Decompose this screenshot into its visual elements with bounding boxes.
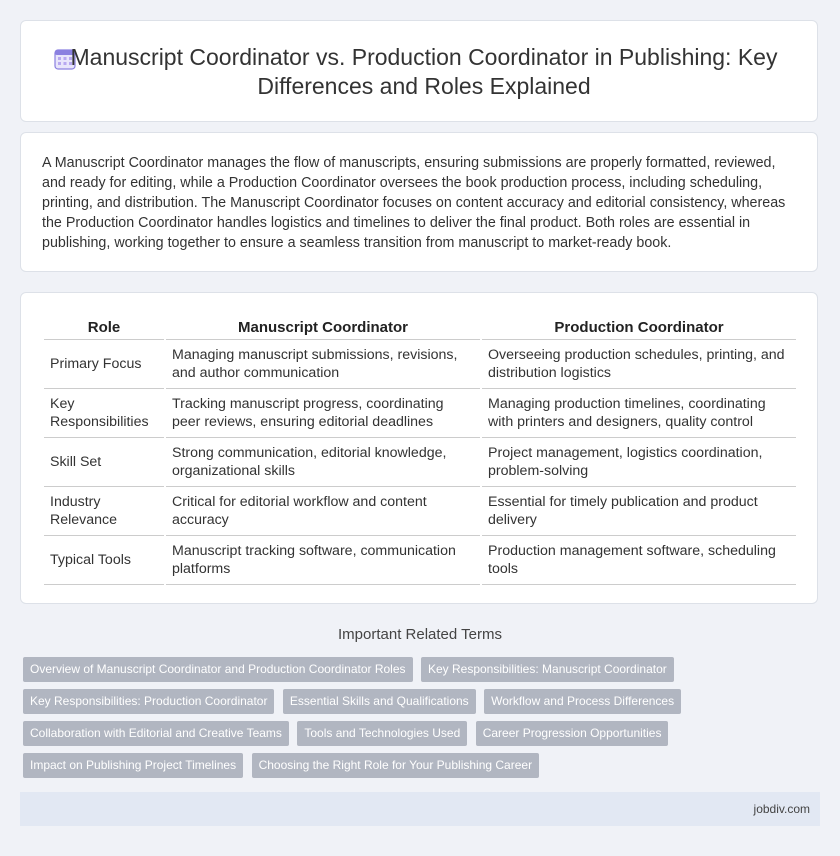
manuscript-cell: Strong communication, editorial knowledge, organizational skills bbox=[166, 438, 480, 487]
related-tag-link[interactable]: Key Responsibilities: Production Coordinator bbox=[23, 689, 274, 714]
related-tag-link[interactable]: Workflow and Process Differences bbox=[484, 689, 681, 714]
production-cell: Managing production timelines, coordinating with printers and designers, quality control bbox=[482, 389, 796, 438]
row-label: Primary Focus bbox=[44, 340, 164, 389]
production-cell: Project management, logistics coordination, problem-solving bbox=[482, 438, 796, 487]
manuscript-cell: Manuscript tracking software, communication platforms bbox=[166, 536, 480, 585]
comparison-table bbox=[42, 315, 798, 585]
related-tag-link[interactable]: Overview of Manuscript Coordinator and Production Coordinator Roles bbox=[23, 657, 413, 682]
production-cell: Production management software, scheduling tools bbox=[482, 536, 796, 585]
table-row bbox=[44, 389, 796, 438]
table-row bbox=[44, 536, 796, 585]
table-header-row bbox=[44, 315, 796, 340]
related-tag-link[interactable]: Impact on Publishing Project Timelines bbox=[23, 753, 243, 778]
related-terms-title: Important Related Terms bbox=[338, 626, 502, 643]
intro-paragraph: A Manuscript Coordinator manages the flow of manuscripts, ensuring submissions are properly formatted, reviewed, and ready for editing, while a Production Coordinator oversees the book production process, including scheduling, printing, and distribution. The Manuscript Coordinator focuses on content accuracy and editorial consistency, whereas the Production Coordinator handles logistics and timelines to deliver the final product. Both roles are essential in publishing, working together to ensure a seamless transition from manuscript to market-ready book. bbox=[42, 155, 786, 251]
footer bbox=[20, 792, 820, 826]
manuscript-cell: Tracking manuscript progress, coordinating peer reviews, ensuring editorial deadlines bbox=[166, 389, 480, 438]
footer-site-link[interactable]: jobdiv.com bbox=[753, 802, 810, 816]
production-cell: Overseeing production schedules, printing, and distribution logistics bbox=[482, 340, 796, 389]
table-row bbox=[44, 340, 796, 389]
intro-card bbox=[20, 132, 818, 272]
row-label: Key Responsibilities bbox=[44, 389, 164, 438]
header-card bbox=[20, 20, 818, 122]
page-title: Manuscript Coordinator vs. Production Coordinator in Publishing: Key Differences and Roles Explained bbox=[70, 44, 778, 99]
header-role: Role bbox=[44, 315, 164, 340]
production-cell: Essential for timely publication and product delivery bbox=[482, 487, 796, 536]
row-label: Skill Set bbox=[44, 438, 164, 487]
related-tags bbox=[23, 657, 803, 785]
related-tag-link[interactable]: Career Progression Opportunities bbox=[476, 721, 669, 746]
comparison-table-card bbox=[20, 292, 818, 604]
row-label: Industry Relevance bbox=[44, 487, 164, 536]
table-row bbox=[44, 487, 796, 536]
header-production-coordinator: Production Coordinator bbox=[482, 315, 796, 340]
related-tag-link[interactable]: Tools and Technologies Used bbox=[297, 721, 467, 746]
related-tag-link[interactable]: Choosing the Right Role for Your Publishing Career bbox=[252, 753, 540, 778]
row-label: Typical Tools bbox=[44, 536, 164, 585]
manuscript-cell: Critical for editorial workflow and content accuracy bbox=[166, 487, 480, 536]
header-manuscript-coordinator: Manuscript Coordinator bbox=[166, 315, 480, 340]
related-tag-link[interactable]: Collaboration with Editorial and Creative Teams bbox=[23, 721, 289, 746]
related-tag-link[interactable]: Key Responsibilities: Manuscript Coordinator bbox=[421, 657, 674, 682]
manuscript-cell: Managing manuscript submissions, revisions, and author communication bbox=[166, 340, 480, 389]
table-row bbox=[44, 438, 796, 487]
related-tag-link[interactable]: Essential Skills and Qualifications bbox=[283, 689, 476, 714]
